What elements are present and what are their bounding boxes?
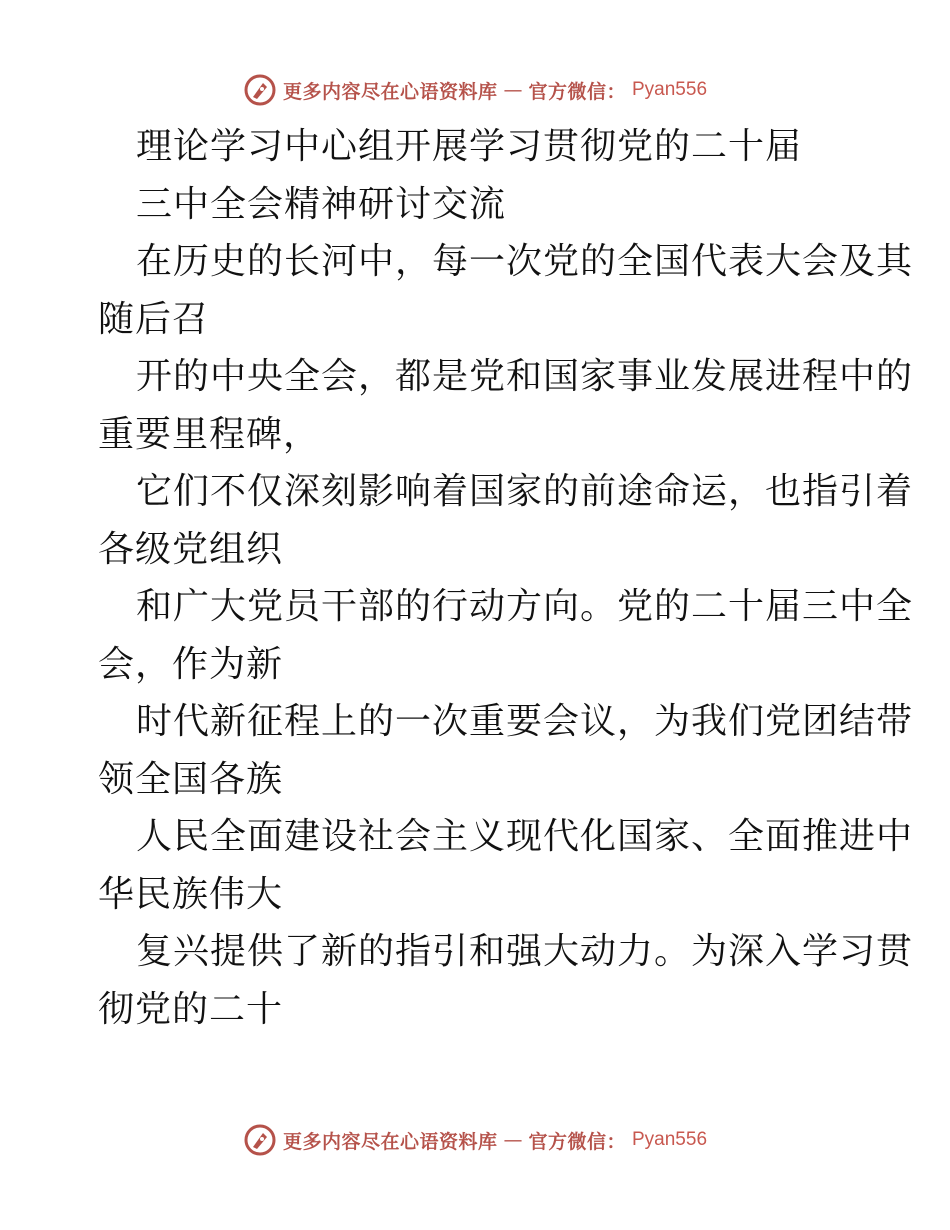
watermark-separator: — [503, 79, 523, 101]
document-line: 三中全会精神研讨交流 [136, 183, 507, 225]
document-line: 会，作为新 [98, 643, 284, 685]
document-line: 它们不仅深刻影响着国家的前途命运，也指引着 [136, 471, 914, 512]
watermark-brand: 更多内容尽在心语资料库 [282, 80, 498, 103]
watermark-label: 官方微信： [528, 1130, 626, 1153]
header-watermark [0, 72, 950, 108]
document-line: 领全国各族 [98, 758, 284, 800]
document-line: 复兴提供了新的指引和强大动力。为深入学习贯 [136, 931, 914, 972]
document-line: 重要里程碑， [98, 413, 321, 455]
document-line: 在历史的长河中，每一次党的全国代表大会及其 [136, 241, 914, 282]
document-line: 和广大党员干部的行动方向。党的二十届三中全 [136, 586, 914, 627]
document-line: 理论学习中心组开展学习贯彻党的二十届 [136, 126, 803, 167]
watermark-handle: Pyan556 [632, 79, 708, 100]
document-line: 开的中央全会，都是党和国家事业发展进程中的 [136, 356, 914, 397]
document-line: 各级党组织 [98, 528, 284, 570]
watermark-handle: Pyan556 [632, 1129, 708, 1150]
watermark-brand: 更多内容尽在心语资料库 [282, 1130, 498, 1153]
document-body [98, 118, 914, 1038]
document-line: 时代新征程上的一次重要会议，为我们党团结带 [136, 701, 914, 742]
pen-nib-logo-icon [243, 1123, 277, 1157]
document-line: 华民族伟大 [98, 873, 284, 915]
pen-nib-logo-icon [243, 73, 277, 107]
document-line: 随后召 [98, 298, 210, 340]
document-line: 彻党的二十 [98, 988, 284, 1030]
footer-watermark [0, 1122, 950, 1158]
document-line: 人民全面建设社会主义现代化国家、全面推进中 [136, 816, 914, 857]
watermark-separator: — [503, 1129, 523, 1151]
watermark-label: 官方微信： [528, 80, 626, 103]
